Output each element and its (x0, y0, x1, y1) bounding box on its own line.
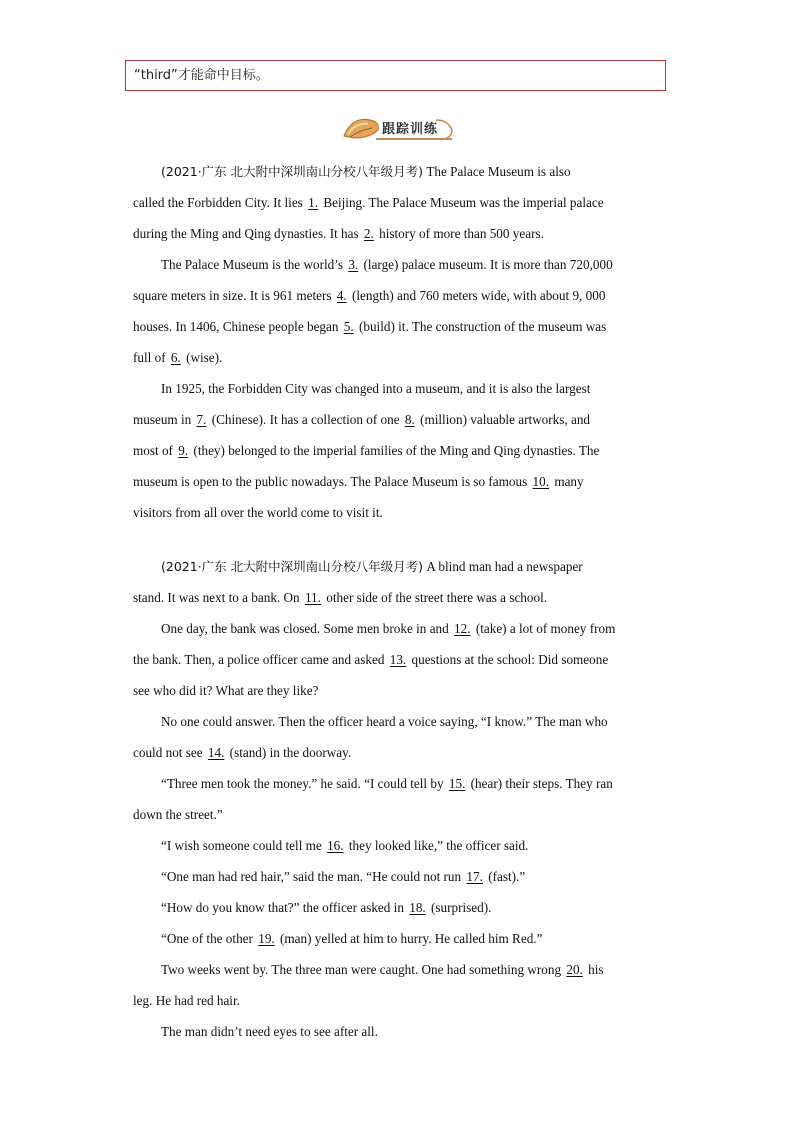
text-segment: One day, the bank was closed. Some men broke in and (161, 621, 453, 636)
text-line (133, 985, 663, 1016)
text-segment: his (584, 962, 604, 977)
source-label: (2021·广东 北大附中深圳南山分校八年级月考) (161, 164, 424, 179)
text-line (133, 435, 663, 466)
text-line (133, 373, 663, 404)
text-segment: stand. It was next to a bank. On (133, 590, 303, 605)
text-segment: (surprised). (427, 900, 492, 915)
blank-number: 5. (343, 319, 354, 334)
source-label: (2021·广东 北大附中深圳南山分校八年级月考) (161, 559, 424, 574)
text-line (133, 311, 663, 342)
text-segment: questions at the school: Did someone (408, 652, 609, 667)
text-line (133, 799, 663, 830)
text-segment: (take) a lot of money from (472, 621, 616, 636)
note-box (125, 60, 666, 91)
blank-number: 1. (308, 195, 319, 210)
banner-title: 跟踪训练 (382, 122, 439, 137)
text-segment: (Chinese). It has a collection of one (208, 412, 403, 427)
text-segment: (hear) their steps. They ran (467, 776, 613, 791)
text-segment: (length) and 760 meters wide, with about 9, 000 (348, 288, 606, 303)
blank-number: 8. (404, 412, 415, 427)
text-line (133, 280, 663, 311)
text-segment: “How do you know that?” the officer asked in (161, 900, 408, 915)
text-segment: museum in (133, 412, 195, 427)
blank-number: 7. (196, 412, 207, 427)
text-line (133, 861, 663, 892)
text-segment: square meters in size. It is 961 meters (133, 288, 335, 303)
blank-number: 19. (258, 931, 275, 946)
passage-one (133, 156, 663, 528)
text-segment: (they) belonged to the imperial families of the Ming and Qing dynasties. The (190, 443, 600, 458)
blank-number: 4. (336, 288, 347, 303)
blank-number: 6. (170, 350, 181, 365)
text-segment: (fast).” (484, 869, 526, 884)
blank-number: 18. (409, 900, 426, 915)
text-line (133, 613, 663, 644)
text-segment: most of (133, 443, 177, 458)
text-line (133, 156, 663, 187)
text-segment: Beijing. The Palace Museum was the imperial palace (320, 195, 604, 210)
text-segment: the bank. Then, a police officer came and asked (133, 652, 388, 667)
text-line (133, 187, 663, 218)
text-segment: “One man had red hair,” said the man. “He could not run (161, 869, 465, 884)
text-segment: No one could answer. Then the officer heard a voice saying, “I know.” The man who (161, 714, 608, 729)
text-line (133, 830, 663, 861)
blank-number: 20. (566, 962, 583, 977)
text-line (133, 497, 663, 528)
text-segment: (million) valuable artworks, and (416, 412, 591, 427)
text-segment: could not see (133, 745, 206, 760)
text-segment: (man) yelled at him to hurry. He called him Red.” (276, 931, 543, 946)
text-line (133, 1016, 663, 1047)
text-segment: A blind man had a newspaper (423, 559, 583, 574)
blank-number: 11. (304, 590, 321, 605)
text-segment: full of (133, 350, 169, 365)
text-line (133, 768, 663, 799)
text-segment: visitors from all over the world come to visit it. (133, 505, 383, 520)
blank-number: 3. (348, 257, 359, 272)
text-segment: (build) it. The construction of the museum was (355, 319, 607, 334)
text-segment: houses. In 1406, Chinese people began (133, 319, 342, 334)
text-line (133, 892, 663, 923)
text-line (133, 466, 663, 497)
text-segment: (stand) in the doorway. (226, 745, 352, 760)
blank-number: 2. (363, 226, 374, 241)
text-line (133, 954, 663, 985)
text-segment: Two weeks went by. The three man were caught. One had something wrong (161, 962, 565, 977)
text-segment: down the street.” (133, 807, 223, 822)
text-line (133, 644, 663, 675)
text-segment: (wise). (182, 350, 223, 365)
text-segment: history of more than 500 years. (375, 226, 544, 241)
text-line (133, 706, 663, 737)
blank-number: 13. (389, 652, 407, 667)
text-segment: The Palace Museum is the world’s (161, 257, 347, 272)
blank-number: 10. (532, 474, 550, 489)
text-segment: see who did it? What are they like? (133, 683, 319, 698)
text-line (133, 404, 663, 435)
text-segment: In 1925, the Forbidden City was changed into a museum, and it is also the largest (161, 381, 591, 396)
blank-number: 15. (448, 776, 466, 791)
text-segment: museum is open to the public nowadays. The Palace Museum is so famous (133, 474, 531, 489)
note-text: “third”才能命中目标。 (134, 68, 269, 83)
blank-number: 17. (466, 869, 483, 884)
blank-number: 16. (327, 838, 344, 853)
blank-number: 12. (454, 621, 471, 636)
text-line (133, 551, 663, 582)
text-line (133, 923, 663, 954)
blank-number: 14. (207, 745, 225, 760)
text-segment: other side of the street there was a school. (322, 590, 548, 605)
text-segment: “I wish someone could tell me (161, 838, 326, 853)
text-line (133, 675, 663, 706)
text-segment: called the Forbidden City. It lies (133, 195, 307, 210)
text-segment: many (551, 474, 584, 489)
text-line (133, 342, 663, 373)
text-segment: they looked like,” the officer said. (345, 838, 529, 853)
text-segment: during the Ming and Qing dynasties. It has (133, 226, 362, 241)
section-banner (340, 112, 456, 142)
passage-two (133, 551, 663, 1047)
text-segment: (large) palace museum. It is more than 720,000 (360, 257, 613, 272)
text-segment: “Three men took the money.” he said. “I could tell by (161, 776, 447, 791)
text-segment: leg. He had red hair. (133, 993, 240, 1008)
text-segment: The Palace Museum is also (423, 164, 571, 179)
text-line (133, 737, 663, 768)
text-line (133, 582, 663, 613)
text-line (133, 249, 663, 280)
text-line (133, 218, 663, 249)
blank-number: 9. (178, 443, 189, 458)
text-segment: “One of the other (161, 931, 257, 946)
text-segment: The man didn’t need eyes to see after all. (161, 1024, 378, 1039)
